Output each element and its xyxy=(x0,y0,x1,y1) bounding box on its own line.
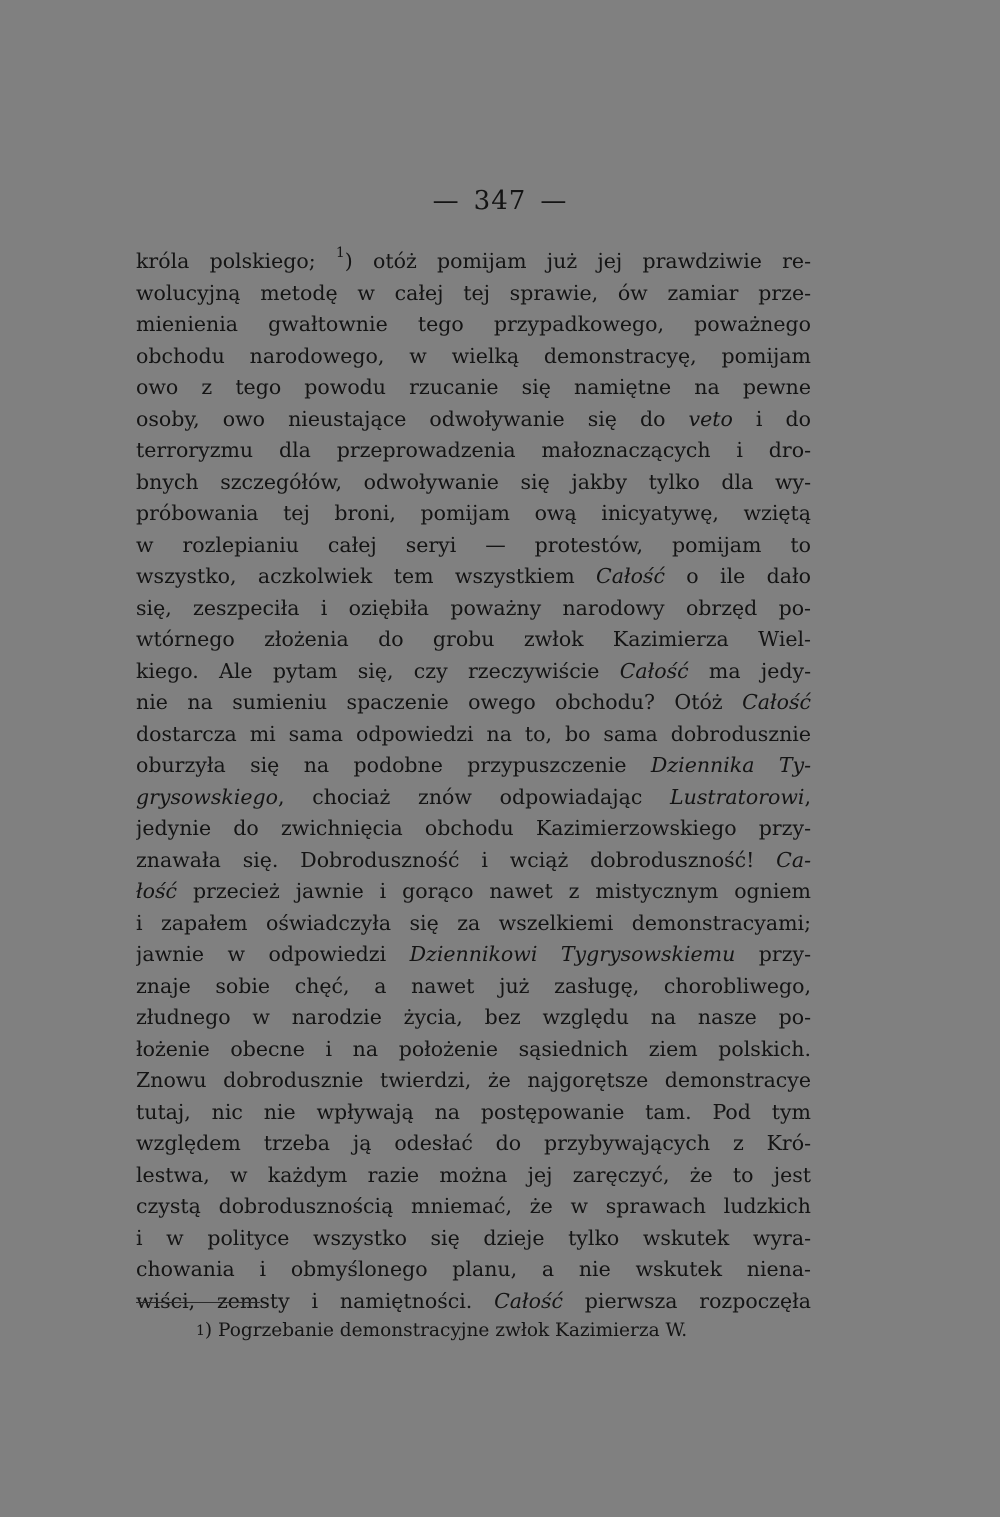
text-span: złudnego w narodzie życia, bez względu na nasze po- xyxy=(136,1005,811,1029)
text-line xyxy=(136,1160,811,1192)
text-span: wtórnego złożenia do grobu zwłok Kazimierza Wiel- xyxy=(136,627,811,651)
text-line xyxy=(136,1097,811,1129)
header-dash-right: — xyxy=(540,186,568,216)
text-span: czystą dobrodusznością mniemać, że w sprawach ludzkich xyxy=(136,1194,811,1218)
text-span: znaje sobie chęć, a nawet już zasługę, chorobliwego, xyxy=(136,973,811,998)
text-line xyxy=(136,876,811,908)
text-line xyxy=(136,593,811,625)
text-span: przecież jawnie i gorąco nawet z mistycznym ogniem xyxy=(177,879,811,903)
italic-text: Całość xyxy=(494,1288,563,1313)
page-header xyxy=(0,186,1000,216)
text-line xyxy=(136,246,811,278)
footnote xyxy=(196,1318,687,1344)
text-line xyxy=(136,309,811,341)
text-span: osoby, owo nieustające odwoływanie się do xyxy=(136,406,689,431)
text-span: terroryzmu dla przeprowadzenia małoznaczących i dro- xyxy=(136,438,811,462)
text-span: owo z tego powodu rzucanie się namiętne na pewne xyxy=(136,375,811,399)
page-number: 347 xyxy=(473,186,527,216)
text-span: obchodu narodowego, w wielką demonstracyę, pomijam xyxy=(136,343,811,368)
text-span: pierwsza rozpoczęła xyxy=(562,1288,811,1313)
text-span: przy- xyxy=(735,942,811,966)
text-line xyxy=(136,404,811,436)
text-line xyxy=(136,561,811,593)
italic-text: łość xyxy=(136,879,177,903)
text-span: dostarcza mi sama odpowiedzi na to, bo sama dobrodusznie xyxy=(136,721,811,746)
text-span: się, zeszpeciła i oziębiła poważny narodowy obrzęd po- xyxy=(136,595,811,620)
text-span: ma jedy- xyxy=(688,658,811,683)
text-span: ) otóż pomijam już jej prawdziwie re- xyxy=(344,249,811,273)
italic-text: Całość xyxy=(742,690,811,714)
text-line xyxy=(136,1065,811,1097)
italic-text: Całość xyxy=(619,658,689,683)
footnote-text: ) Pogrzebanie demonstracyjne zwłok Kazimierza W. xyxy=(204,1320,688,1341)
italic-text: veto xyxy=(688,406,733,431)
text-line xyxy=(136,1223,811,1255)
text-line xyxy=(136,719,811,751)
text-line xyxy=(136,1128,811,1160)
text-span: oburzyła się na podobne przypuszczenie xyxy=(136,753,651,777)
italic-text: Dziennikowi Tygrysowskiemu xyxy=(409,942,736,966)
text-span: jedynie do zwichnięcia obchodu Kazimierzowskiego przy- xyxy=(136,816,811,840)
text-span: próbowania tej broni, pomijam ową inicyatywę, wziętą xyxy=(136,501,811,525)
text-line xyxy=(136,656,811,688)
text-span: chowania i obmyślonego planu, a nie wskutek niena- xyxy=(136,1257,811,1281)
text-line xyxy=(136,971,811,1003)
text-line xyxy=(136,750,811,782)
italic-text: grysowskiego xyxy=(136,784,279,809)
text-line xyxy=(136,435,811,467)
text-span: bnych szczegółów, odwoływanie się jakby tylko dla wy- xyxy=(136,469,811,494)
text-span: króla polskiego; xyxy=(136,249,336,273)
italic-text: Ca- xyxy=(776,847,811,872)
text-line xyxy=(136,1191,811,1223)
text-span: łożenie obecne i na położenie sąsiednich ziem polskich. xyxy=(136,1036,811,1061)
text-line xyxy=(136,624,811,656)
text-span: i w polityce wszystko się dzieje tylko wskutek wyra- xyxy=(136,1225,811,1250)
text-line xyxy=(136,530,811,562)
footnote-mark: 1 xyxy=(196,1323,205,1339)
text-line xyxy=(136,813,811,845)
header-dash-left: — xyxy=(432,186,460,216)
text-line xyxy=(136,1002,811,1034)
text-span: tutaj, nic nie wpływają na postępowanie tam. Pod tym xyxy=(136,1099,811,1124)
text-span: Znowu dobrodusznie twierdzi, że najgorętsze demonstracye xyxy=(136,1068,811,1092)
text-line xyxy=(136,782,811,814)
text-span: względem trzeba ją odesłać do przybywających z Kró- xyxy=(136,1131,811,1155)
text-line xyxy=(136,498,811,530)
text-line xyxy=(136,1254,811,1286)
italic-text: Całość xyxy=(596,564,665,588)
text-span: nie na sumieniu spaczenie owego obchodu? Otóż xyxy=(136,690,743,714)
text-line xyxy=(136,687,811,719)
text-span: i do xyxy=(732,406,811,431)
text-span: kiego. Ale pytam się, czy rzeczywiście xyxy=(136,658,620,683)
text-line xyxy=(136,1034,811,1066)
text-span: o ile dało xyxy=(664,564,811,588)
body-text xyxy=(136,246,811,1317)
text-span: mienienia gwałtownie tego przypadkowego, poważnego xyxy=(136,312,811,336)
text-span: i zapałem oświadczyła się za wszelkiemi demonstracyami; xyxy=(136,910,811,935)
text-span: wolucyjną metodę w całej tej sprawie, ów zamiar prze- xyxy=(136,280,811,305)
text-line xyxy=(136,372,811,404)
text-span: lestwa, w każdym razie można jej zaręczyć, że to jest xyxy=(136,1162,811,1187)
text-line xyxy=(136,845,811,877)
text-span: , xyxy=(804,784,811,809)
footnote-reference: 1 xyxy=(335,246,345,261)
text-span: wszystko, aczkolwiek tem wszystkiem xyxy=(136,564,597,588)
text-line xyxy=(136,908,811,940)
italic-text: Dziennika Ty- xyxy=(650,753,811,777)
text-line xyxy=(136,341,811,373)
text-span: znawała się. Dobroduszność i wciąż dobroduszność! xyxy=(136,847,777,872)
text-span: wiści, zemsty i namiętności. xyxy=(136,1288,495,1313)
italic-text: Lustratorowi xyxy=(670,784,805,809)
text-line xyxy=(136,278,811,310)
text-span: , chociaż znów odpowiadając xyxy=(278,784,671,809)
text-line xyxy=(136,467,811,499)
text-line xyxy=(136,939,811,971)
footnote-divider xyxy=(136,1302,260,1303)
text-span: w rozlepianiu całej seryi — protestów, pomijam to xyxy=(136,532,811,557)
text-span: jawnie w odpowiedzi xyxy=(136,942,410,966)
